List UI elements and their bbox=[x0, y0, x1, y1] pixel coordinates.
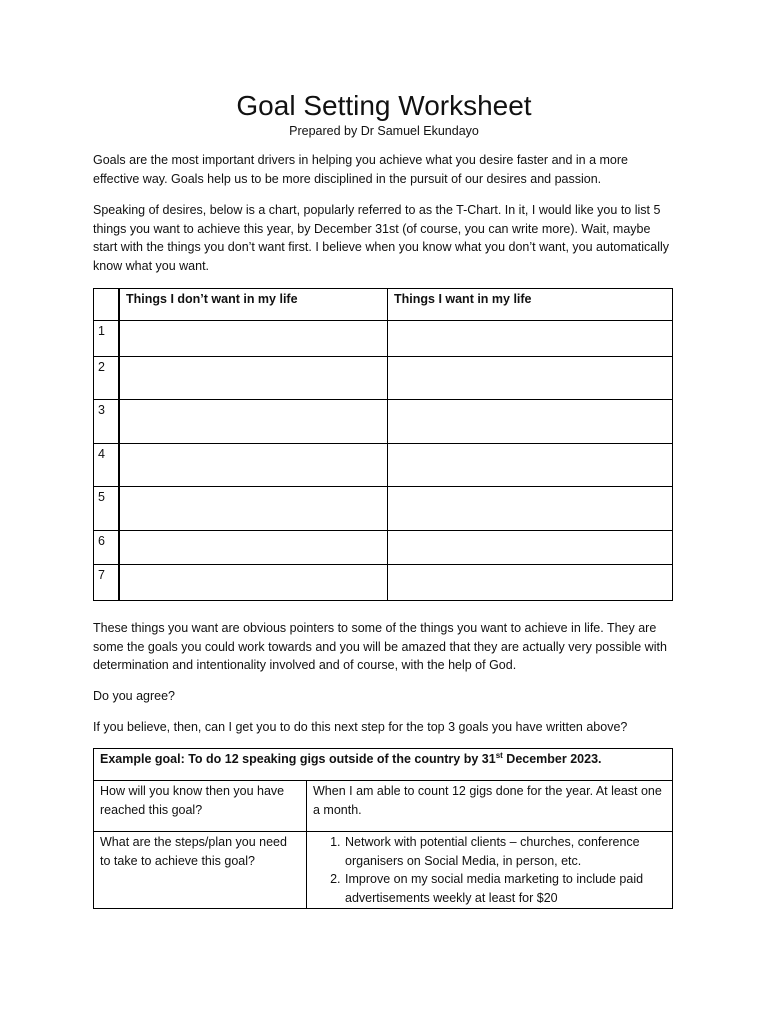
dont-want-cell[interactable] bbox=[119, 400, 388, 444]
table-row bbox=[94, 444, 673, 487]
row-number: 1 bbox=[94, 321, 120, 357]
t-chart-corner bbox=[94, 289, 120, 321]
after-paragraph-1: These things you want are obvious pointers to some of the things you want to achieve in life. They are some the goals you could work towards and you will be amazed that they are actually very possible with determination and intentionality involved and of course, with the help of God. bbox=[93, 621, 667, 673]
row-number: 6 bbox=[94, 531, 120, 565]
dont-want-cell[interactable] bbox=[119, 565, 388, 601]
row-number: 7 bbox=[94, 565, 120, 601]
want-cell[interactable] bbox=[388, 565, 673, 601]
want-cell[interactable] bbox=[388, 357, 673, 400]
intro-paragraph-2: Speaking of desires, below is a chart, popularly referred to as the T-Chart. In it, I would like you to list 5 things you want to achieve this year, by December 31st (of course, you can write more). Wait, maybe start with the things you don’t want first. I believe when you know what you don’t want, you automatically know what you want. bbox=[93, 203, 670, 273]
list-item: 1. Network with potential clients – churches, conference organisers on Social Media, in person, etc. bbox=[344, 833, 666, 870]
question-cell: What are the steps/plan you need to take to achieve this goal? bbox=[94, 832, 307, 909]
table-row bbox=[94, 321, 673, 357]
dont-want-cell[interactable] bbox=[119, 357, 388, 400]
question-cell: How will you know then you have reached this goal? bbox=[94, 781, 307, 832]
example-goal-date: December 2023. bbox=[502, 752, 602, 766]
table-row bbox=[94, 832, 673, 909]
ordinal-suffix: st bbox=[495, 750, 503, 760]
page-title: Goal Setting Worksheet bbox=[236, 90, 532, 121]
goal-table bbox=[93, 748, 673, 909]
next-step-paragraph: If you believe, then, can I get you to do this next step for the top 3 goals you have written above? bbox=[93, 720, 628, 734]
answer-cell[interactable] bbox=[307, 832, 673, 909]
dont-want-cell[interactable] bbox=[119, 531, 388, 565]
agree-question: Do you agree? bbox=[93, 689, 176, 703]
list-item: 2. Improve on my social media marketing to include paid advertisements weekly at least for $20 bbox=[344, 870, 666, 907]
dont-want-cell[interactable] bbox=[119, 321, 388, 357]
table-row bbox=[94, 487, 673, 531]
table-row bbox=[94, 400, 673, 444]
row-number: 5 bbox=[94, 487, 120, 531]
answer-cell[interactable]: When I am able to count 12 gigs done for the year. At least one a month. bbox=[307, 781, 673, 832]
want-cell[interactable] bbox=[388, 321, 673, 357]
intro-paragraph-1: Goals are the most important drivers in helping you achieve what you desire faster and in a more effective way. Goals help us to be more disciplined in the pursuit of our desires and passion. bbox=[93, 153, 628, 186]
want-cell[interactable] bbox=[388, 487, 673, 531]
want-cell[interactable] bbox=[388, 444, 673, 487]
row-number: 2 bbox=[94, 357, 120, 400]
example-goal-cell bbox=[94, 749, 673, 781]
want-header: Things I want in my life bbox=[388, 289, 673, 321]
table-row bbox=[94, 531, 673, 565]
author-line: Prepared by Dr Samuel Ekundayo bbox=[289, 124, 479, 138]
table-row bbox=[94, 357, 673, 400]
steps-list bbox=[313, 833, 666, 907]
want-cell[interactable] bbox=[388, 531, 673, 565]
t-chart-table bbox=[93, 288, 673, 601]
table-row bbox=[94, 781, 673, 832]
t-chart-header-row bbox=[94, 289, 673, 321]
row-number: 4 bbox=[94, 444, 120, 487]
want-cell[interactable] bbox=[388, 400, 673, 444]
table-row bbox=[94, 565, 673, 601]
example-goal-row bbox=[94, 749, 673, 781]
dont-want-cell[interactable] bbox=[119, 487, 388, 531]
dont-want-header: Things I don’t want in my life bbox=[119, 289, 388, 321]
dont-want-cell[interactable] bbox=[119, 444, 388, 487]
example-goal-text: Example goal: To do 12 speaking gigs outside of the country by 31 bbox=[100, 752, 496, 766]
row-number: 3 bbox=[94, 400, 120, 444]
